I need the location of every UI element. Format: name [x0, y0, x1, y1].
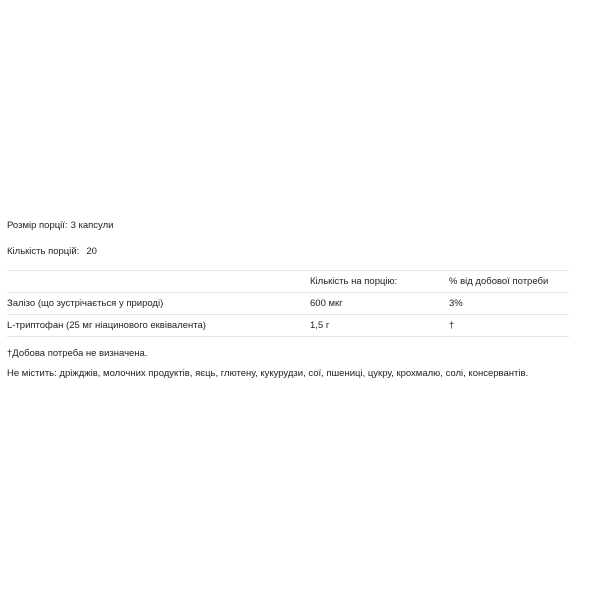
header-nutrient [7, 271, 310, 293]
nutrient-amount: 600 мкг [310, 293, 449, 315]
nutrient-amount: 1,5 г [310, 315, 449, 337]
nutrients-table [7, 270, 569, 337]
header-amount-per-serving: Кількість на порцію: [310, 271, 449, 293]
servings-count-row [7, 244, 577, 260]
servings-count-value: 20 [86, 246, 97, 257]
table-row [7, 315, 569, 337]
nutrient-name: Залізо (що зустрічається у природі) [7, 293, 310, 315]
daily-value-footnote: †Добова потреба не визначена. [7, 348, 148, 359]
header-daily-value: % від добової потреби [449, 271, 569, 293]
serving-size-label: Розмір порції: [7, 220, 68, 231]
nutrient-name: L-триптофан (25 мг ніацинового еквівалента) [7, 315, 310, 337]
serving-size-value: 3 капсули [70, 220, 114, 231]
table-row [7, 293, 569, 315]
table-header-row [7, 271, 569, 293]
nutrient-daily-value: 3% [449, 293, 569, 315]
supplement-facts-panel [7, 218, 577, 382]
free-from-statement: Не містить: дріжджів, молочних продуктів, яєць, глютену, кукурудзи, сої, пшениці, цукру, крохмалю, солі, консервантів. [7, 368, 529, 379]
servings-count-label: Кількість порцій: [7, 246, 80, 257]
serving-size-row [7, 218, 577, 234]
nutrient-daily-value: † [449, 315, 569, 337]
